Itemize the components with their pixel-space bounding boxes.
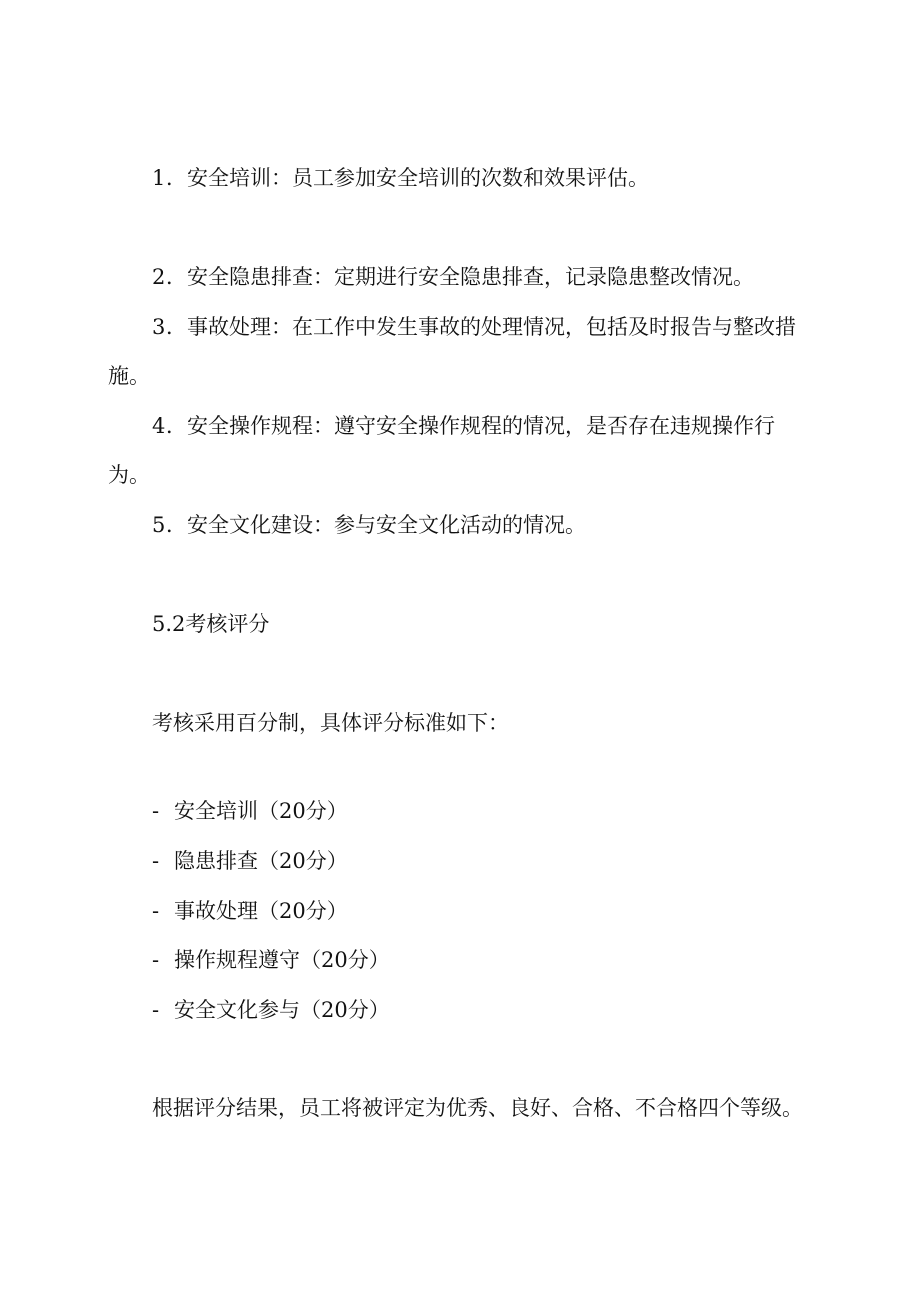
item-number: 1 [152, 166, 166, 190]
item-text: ．事故处理：在工作中发生事故的处理情况，包括及时报告与整改措 [166, 315, 796, 339]
dash-bullet: - [152, 948, 160, 972]
criterion-text: 事故处理（20分） [174, 899, 348, 923]
item-text: ．安全文化建设：参与安全文化活动的情况。 [166, 513, 586, 537]
criterion-text: 操作规程遵守（20分） [174, 948, 390, 972]
dash-bullet: - [152, 998, 160, 1022]
criterion-accident-handling [152, 897, 348, 925]
evaluation-item-5 [152, 511, 586, 539]
evaluation-item-3 [152, 313, 796, 341]
evaluation-item-1 [152, 164, 649, 192]
dash-bullet: - [152, 899, 160, 923]
dash-bullet: - [152, 799, 160, 823]
item-number: 4 [152, 414, 166, 438]
item-text: ．安全隐患排查：定期进行安全隐患排查，记录隐患整改情况。 [166, 265, 754, 289]
criterion-text: 安全培训（20分） [174, 799, 348, 823]
rating-conclusion: 根据评分结果，员工将被评定为优秀、良好、合格、不合格四个等级。 [152, 1096, 803, 1120]
item-number: 5 [152, 513, 166, 537]
evaluation-item-4 [152, 412, 775, 440]
criterion-hazard-inspection [152, 847, 348, 875]
evaluation-item-3-continuation: 施。 [108, 364, 150, 388]
item-number: 3 [152, 315, 166, 339]
dash-bullet: - [152, 849, 160, 873]
criterion-safety-training [152, 797, 348, 825]
item-text: ．安全操作规程：遵守安全操作规程的情况，是否存在违规操作行 [166, 414, 775, 438]
item-number: 2 [152, 265, 166, 289]
criterion-culture-participation [152, 996, 390, 1024]
evaluation-item-2 [152, 263, 754, 291]
evaluation-item-4-continuation: 为。 [108, 463, 150, 487]
scoring-intro: 考核采用百分制，具体评分标准如下： [152, 711, 509, 735]
section-heading: 5.2考核评分 [152, 612, 270, 636]
item-text: ．安全培训：员工参加安全培训的次数和效果评估。 [166, 166, 649, 190]
criterion-text: 安全文化参与（20分） [174, 998, 390, 1022]
criterion-procedure-compliance [152, 946, 390, 974]
criterion-text: 隐患排查（20分） [174, 849, 348, 873]
